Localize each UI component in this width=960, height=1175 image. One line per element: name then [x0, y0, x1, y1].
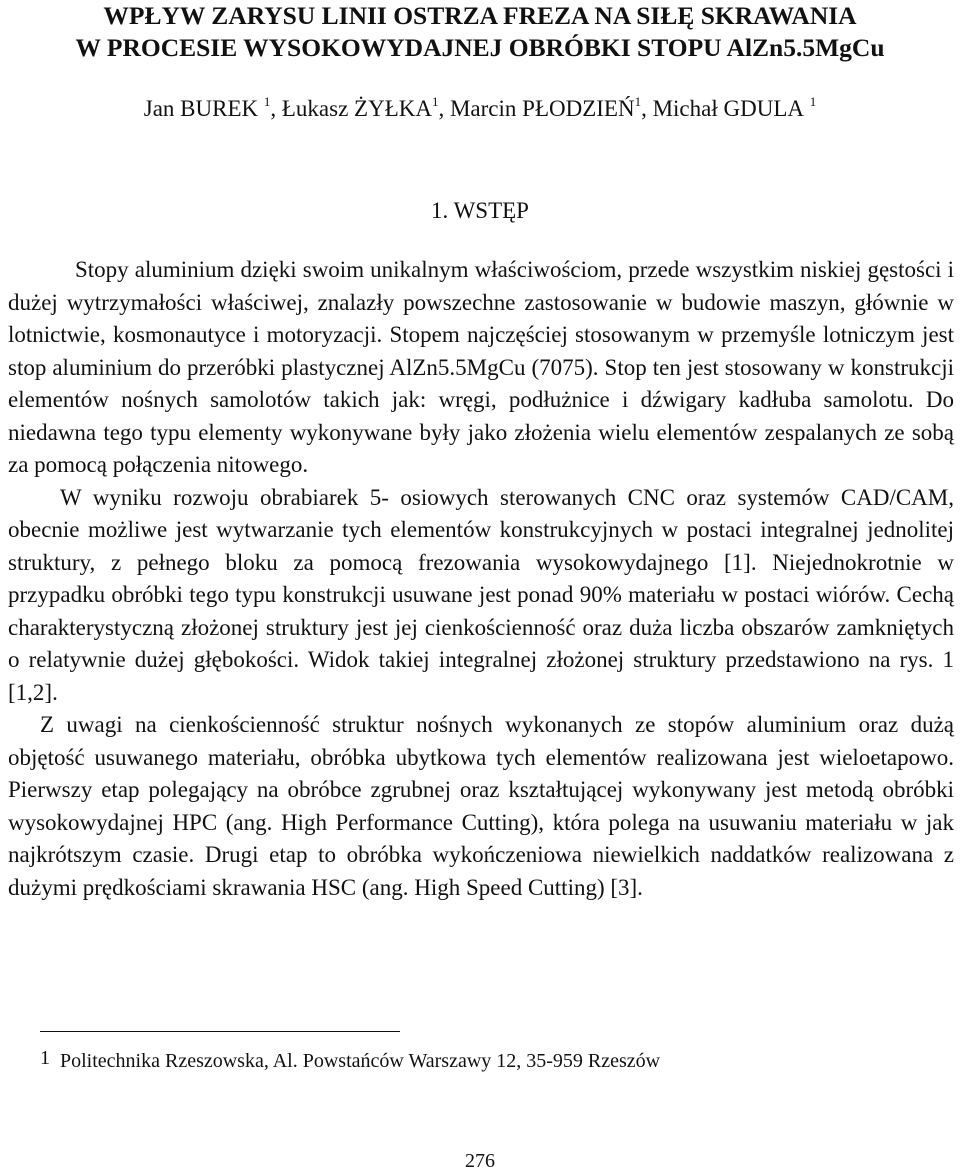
footnote-number: 1: [40, 1047, 50, 1069]
author-name: Marcin PŁODZIEŃ: [449, 96, 635, 121]
footnote-rule: [40, 1031, 400, 1032]
page-number: 276: [465, 1150, 495, 1172]
section-heading: 1. WSTĘP: [431, 198, 529, 223]
paragraph: Z uwagi na cienkościenność struktur nośnych wykonanych ze stopów aluminium oraz dużą objętość usuwanego materiału, obróbka ubytkowa tych elementów realizowana jest wieloetapowo. Pierwszy etap polegający na obróbce zgrubnej oraz kształtującej wykonywany jest metodą obróbki wysokowydajnej HPC (ang. High Performance Cutting), która polega na usuwaniu materiału w jak najkrótszym czasie. Drugi etap to obróbka wykończeniowa niewielkich naddatków realizowana z dużymi prędkościami skrawania HSC (ang. High Speed Cutting) [3].: [8, 712, 954, 900]
paragraph: Stopy aluminium dzięki swoim unikalnym właściwościom, przede wszystkim niskiej gęstości i dużej wytrzymałości właściwej, znalazły powszechne zastosowanie w budowie maszyn, głównie w lotnictwie, kosmonautyce i motoryzacji. Stopem najczęściej stosowanym w przemyśle lotniczym jest stop aluminium do przeróbki plastycznej AlZn5.5MgCu (7075). Stop ten jest stosowany w konstrukcji elementów nośnych samolotów takich jak: wręgi, podłużnice i dźwigary kadłuba samolotu. Do niedawna tego typu elementy wykonywane były jako złożenia wielu elementów zespalanych ze sobą za pomocą połączenia nitowego.: [8, 257, 954, 477]
title-line-1: WPŁYW ZARYSU LINII OSTRZA FREZA NA SIŁĘ SKRAWANIA: [103, 1, 857, 30]
author-affiliation: 1: [634, 94, 642, 109]
author-name: Jan BUREK: [143, 96, 259, 121]
body-text: [8, 254, 954, 904]
paragraph: W wyniku rozwoju obrabiarek 5- osiowych sterowanych CNC oraz systemów CAD/CAM, obecnie możliwe jest wytwarzanie tych elementów konstrukcyjnych w postaci integralnej jednolitej struktury, z pełnego bloku za pomocą frezowania wysokowydajnego [1]. Niejednokrotnie w przypadku obróbki tego typu konstrukcji usuwane jest ponad 90% materiału w postaci wiórów. Cechą charakterystyczną złożonej struktury jest jej cienkościenność oraz duża liczba obszarów zamkniętych o relatywnie dużej głębokości. Widok takiej integralnej złożonej struktury przedstawiono na rys. 1 [1,2].: [8, 484, 954, 705]
author-name: Michał GDULA: [652, 96, 804, 121]
author-list: Jan BUREK $^1$, Łukasz ŻYŁKA$^1$, Marcin PŁODZIEŃ$^1$, Michał GDULA $^1$: [143, 94, 817, 121]
footnote-text: Politechnika Rzeszowska, Al. Powstańców Warszawy 12, 35-959 Rzeszów: [60, 1050, 661, 1072]
author-affiliation: 1: [431, 94, 439, 109]
author-affiliation: 1: [809, 94, 817, 109]
author-name: Łukasz ŻYŁKA: [281, 96, 432, 121]
title-line-2: W PROCESIE WYSOKOWYDAJNEJ OBRÓBKI STOPU AlZn5.5MgCu: [75, 33, 885, 62]
footnote: [40, 1047, 661, 1073]
author-affiliation: 1: [263, 94, 271, 109]
paper-title: [0, 0, 960, 64]
